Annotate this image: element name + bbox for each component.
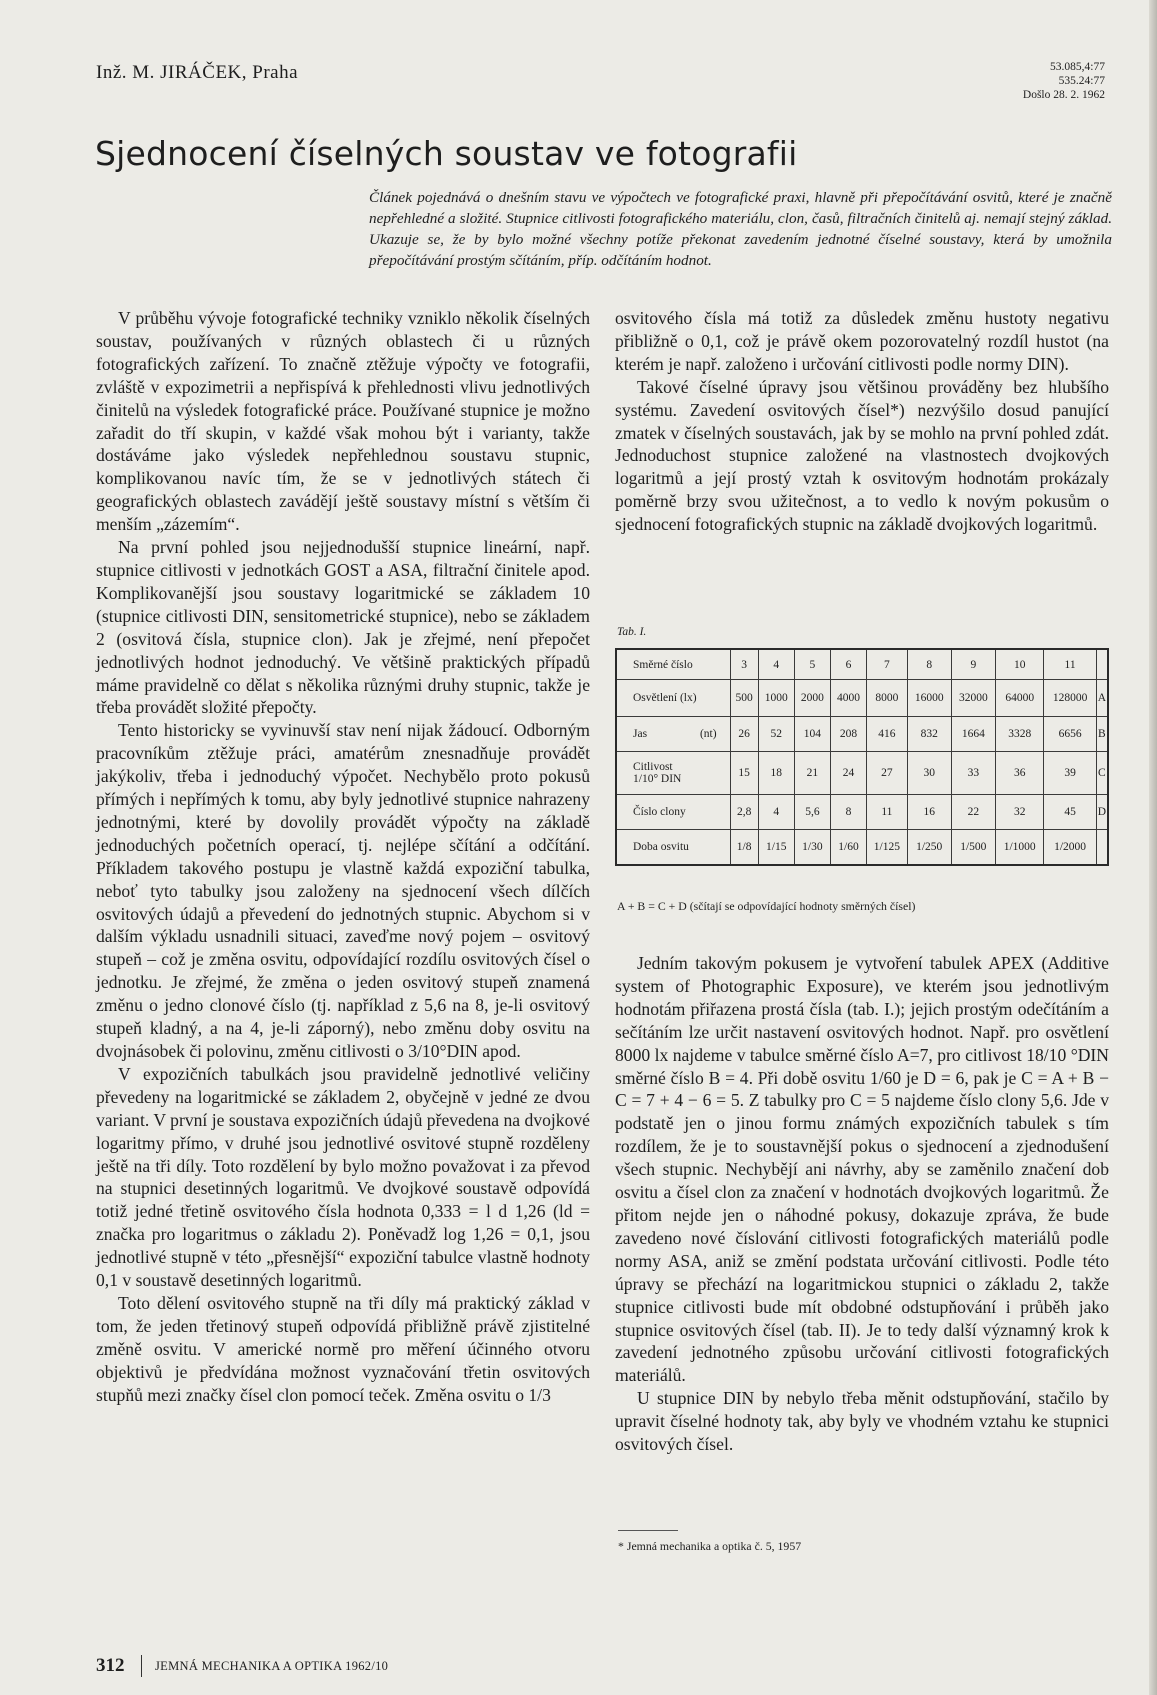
table-cell: 30 [907,752,951,795]
page-binding-edge [1149,0,1157,1695]
table-cell: 11 [867,795,908,830]
table-cell: 33 [951,752,995,795]
table-row [616,795,1108,830]
row-header: Osvětlení (lx) [616,680,730,717]
table-cell: 1/2000 [1044,830,1096,866]
body-paragraph: V průběhu vývoje fotografické techniky vzniklo několik číselných soustav, používaných v různých oblastech či u různých fotografických zařízení. To značně ztěžuje výpočty ve fotografii, zvláště v expozimetrii a nepřispívá k přehlednosti vlivu jednotlivých činitelů na výsledek fotografické práce. Používané stupnice je možno zařadit do tří skupin, v každé však mohou být i varianty, takže dostáváme jako výsledek nepřehlednou soustavu stupnic, komplikovanou navíc tím, že se v jednotlivých státech či geografických oblastech zavádějí ještě soustavy místní s větším či menším „zázemím“. [96,308,590,535]
row-header: Směrné číslo [616,649,730,680]
udc-code: 535.24:77 [1058,75,1105,87]
table-cell: 1664 [951,717,995,752]
table-cell: 11 [1044,649,1096,680]
classification-block [1023,60,1105,102]
table-cell: 104 [794,717,830,752]
table-cell: 1/15 [758,830,794,866]
group-letter: D [1096,795,1108,830]
table-cell: 1000 [758,680,794,717]
table-cell: 18 [758,752,794,795]
udc-code: 53.085,4:77 [1050,61,1105,73]
table-cell: 2,8 [730,795,758,830]
group-cell [1096,649,1108,680]
row-header-label: Citlivost [633,761,673,773]
table-cell: 64000 [995,680,1044,717]
table-cell: 24 [830,752,866,795]
table-row [616,752,1108,795]
table-cell: 3328 [995,717,1044,752]
row-header [616,752,730,795]
footnote-rule [618,1530,678,1531]
table-row [616,830,1108,866]
table-cell: 1/8 [730,830,758,866]
table-label: Tab. I. [617,626,647,638]
table-cell: 6 [830,649,866,680]
table-cell: 1/1000 [995,830,1044,866]
table-cell: 3 [730,649,758,680]
table-cell: 7 [867,649,908,680]
table-cell: 4000 [830,680,866,717]
table-cell: 5,6 [794,795,830,830]
table-cell: 45 [1044,795,1096,830]
table-cell: 208 [830,717,866,752]
table-cell: 27 [867,752,908,795]
table-cell: 832 [907,717,951,752]
table-cell: 1/500 [951,830,995,866]
table-cell: 1/250 [907,830,951,866]
table-cell: 2000 [794,680,830,717]
row-header-unit: 1/10° DIN [633,773,682,785]
row-header: Doba osvitu [616,830,730,866]
body-paragraph: U stupnice DIN by nebylo třeba měnit odstupňování, stačilo by upravit číselné hodnoty tak, aby byly ve vhodném vztahu ke stupnici osvitových čísel. [615,1388,1109,1455]
table-cell: 4 [758,649,794,680]
table-cell: 1/60 [830,830,866,866]
table-row [616,680,1108,717]
body-paragraph: Toto dělení osvitového stupně na tři díly má praktický základ v tom, že jeden třetinový stupeň odpovídá přibližně právě zjistitelné změně osvitu. V americké normě pro měření účinného otvoru objektivů je předvídána možnost vyznačování třetin osvitových stupňů mezi značky čísel clon pomocí teček. Změna osvitu o 1/3 [96,1292,590,1405]
table-cell: 21 [794,752,830,795]
table-cell: 52 [758,717,794,752]
body-paragraph: osvitového čísla má totiž za důsledek změnu hustoty negativu přibližně o 0,1, což je právě okem pozorovatelný rozdíl hustot (na kterém je např. založeno i určování citlivosti podle normy DIN). [615,308,1109,374]
table-cell: 36 [995,752,1044,795]
table-cell: 416 [867,717,908,752]
table-cell: 8000 [867,680,908,717]
article-title: Sjednocení číselných soustav ve fotografii [95,134,798,174]
row-header: Číslo clony [616,795,730,830]
table-cell: 10 [995,649,1044,680]
table-cell: 5 [794,649,830,680]
table-cell: 16 [907,795,951,830]
author-line: Inž. M. JIRÁČEK, Praha [96,62,299,83]
table-cell: 128000 [1044,680,1096,717]
group-cell [1096,830,1108,866]
journal-name: JEMNÁ MECHANIKA A OPTIKA 1962/10 [155,1659,389,1673]
row-header-unit: (nt) [699,728,717,740]
abstract: Článek pojednává o dnešním stavu ve výpočtech ve fotografické praxi, hlavně při přepočítávání osvitů, které je značně nepřehledné a složité. Stupnice citlivosti fotografického materiálu, clon, časů, filtračních činitelů aj. nemají stejný základ. Ukazuje se, že by bylo možné všechny potíže překonat zavedením jednotné číselné soustavy, která by umožnila přepočítávání prostým sčítáním, příp. odčítáním hodnot. [369,189,1112,269]
body-paragraph: Tento historicky se vyvinuvší stav není nijak žádoucí. Odborným pracovníkům ztěžuje práci, amatérům znesnadňuje provádět jakýkoliv, třeba i jednoduchý výpočet. Nechybělo proto pokusů přímých i nepřímých k tomu, aby byly jednotlivé stupnice nahrazeny jednotnými, které by dovolily provádět výpočty na základě jednoduchých početních operací, tj. nejlépe sčítání a odčítání. Příkladem takového postupu je vlastně každá expoziční tabulka, neboť tyto tabulky jsou založeny na sjednocení všech dílčích osvitových údajů a převedení do jednotných stupnic. Abychom si v dalším výkladu usnadnili situaci, zaveďme nový pojem – osvitový stupeň – což je změna osvitu, odpovídající rozdílu osvitových čísel o jednotku. Je zřejmé, že změna o jeden osvitový stupeň znamená změnu o jedno clonové číslo (tj. například z 5,6 na 8, je-li osvitový stupeň kladný, a na 4, je-li záporný), nebo změnu doby osvitu na dvojnásobek či polovinu, změnu citlivosti o 3/10°DIN apod. [96,720,590,1061]
table-cell: 500 [730,680,758,717]
table-cell: 1/30 [794,830,830,866]
group-letter: C [1096,752,1108,795]
table-cell: 6656 [1044,717,1096,752]
table-cell: 8 [830,795,866,830]
right-column-top [615,307,1109,536]
table-row [616,717,1108,752]
group-letter: A [1096,680,1108,717]
table-cell: 39 [1044,752,1096,795]
body-paragraph: Na první pohled jsou nejjednodušší stupnice lineární, např. stupnice citlivosti v jednotkách GOST a ASA, filtrační činitele apod. Komplikovanější jsou soustavy logaritmické se základem 10 (stupnice citlivosti DIN, sensitometrické stupnice), nebo se základem 2 (osvitová čísla, stupnice clon). Jak je zřejmé, není přepočet jednotlivých hodnot jednoduchý. Ve většině praktických případů máme pravidelně co dělat s několika různými druhy stupnic, takže je třeba provádět složité přepočty. [96,537,590,718]
row-header [616,717,730,752]
table-cell: 15 [730,752,758,795]
received-date: Došlo 28. 2. 1962 [1022,89,1105,101]
footer-divider [141,1655,142,1677]
right-column-bottom [615,952,1109,1456]
page-number: 312 [96,1655,125,1676]
apex-table [615,648,1109,866]
body-paragraph: V expozičních tabulkách jsou pravidelně jednotlivé veličiny převedeny na logaritmické se základem 2, obyčejně v jedné ze dvou variant. V první je soustava expozičních údajů převedena na dvojkové logaritmy přímo, v druhé jsou jednotlivé osvitové stupně rozděleny ještě na tři díly. Toto rozdělení by bylo možno považovat i za převod na stupnici desetinných logaritmů. Ve dvojkové soustavě odpovídá totiž jedné třetině osvitového čísla hodnota 0,333 = l d 1,26 (ld = značka pro logaritmus o základu 2). Poněvadž log 1,26 = 0,1, jsou jednotlivé stupně v této „přesnější“ expoziční tabulce vlastně hodnoty 0,1 v soustavě desetinných logaritmů. [96,1063,590,1291]
table-cell: 22 [951,795,995,830]
table-cell: 4 [758,795,794,830]
group-letter: B [1096,717,1108,752]
left-column [96,307,590,1407]
footnote: * Jemná mechanika a optika č. 5, 1957 [618,1539,802,1553]
table-cell: 9 [951,649,995,680]
table-cell: 26 [730,717,758,752]
body-paragraph: Jedním takovým pokusem je vytvoření tabulek APEX (Additive system of Photographic Exposure), ve kterém jsou jednotlivým hodnotám přiřazena prostá čísla (tab. I.); jejich prostým odečítáním a sečítáním lze určit nastavení osvitových hodnot. Např. pro osvětlení 8000 lx najdeme v tabulce směrné číslo A=7, pro citlivost 18/10 °DIN směrné číslo B = 4. Při době osvitu 1/60 je D = 6, pak je C = A + B − C = 7 + 4 − 6 = 5. Z tabulky pro C = 5 najdeme číslo clony 5,6. Jde v podstatě jen o jinou formu známých expozičních tabulek s tím rozdílem, že je to soustavnější pokus o sjednocení a zjednodušení všech stupnic. Nechybějí ani návrhy, aby se zaměnilo značení dob osvitu a čísel clon za značení v hodnotách dvojkových logaritmů. Že přitom nejde jen o náhodné pokusy, dokazuje zpráva, že bude zavedeno nové číslování citlivosti fotografických materiálů podle normy ASA, aniž se změní podstata určování citlivosti. Podle této úpravy se přechází na logaritmickou stupnici o základu 2, takže stupnice citlivosti bude mít obdobné odstupňování i průběh jako stupnice osvitových čísel (tab. II). Je to tedy další významný krok k zavedení jednotného způsobu určování citlivosti fotografických materiálů. [615,953,1109,1386]
table-cell: 16000 [907,680,951,717]
table-row [616,649,1108,680]
table-cell: 32 [995,795,1044,830]
table-note: A + B = C + D (sčítají se odpovídající hodnoty směrných čísel) [617,899,916,913]
table-cell: 1/125 [867,830,908,866]
table-cell: 8 [907,649,951,680]
body-paragraph: Takové číselné úpravy jsou většinou prováděny bez hlubšího systému. Zavedení osvitových čísel*) nezvýšilo dosud panující zmatek v číselných soustavách, jak by se mohlo na první pohled zdát. Jednoduchost stupnice založené na vlastnostech dvojkových logaritmů a její prostý vztah k osvitovým hodnotám prokázaly poměrně brzy svou užitečnost, a to vedlo k novým pokusům o sjednocení fotografických stupnic na základě dvojkových logaritmů. [615,376,1109,535]
table-cell: 32000 [951,680,995,717]
row-header-label: Jas [633,728,648,740]
